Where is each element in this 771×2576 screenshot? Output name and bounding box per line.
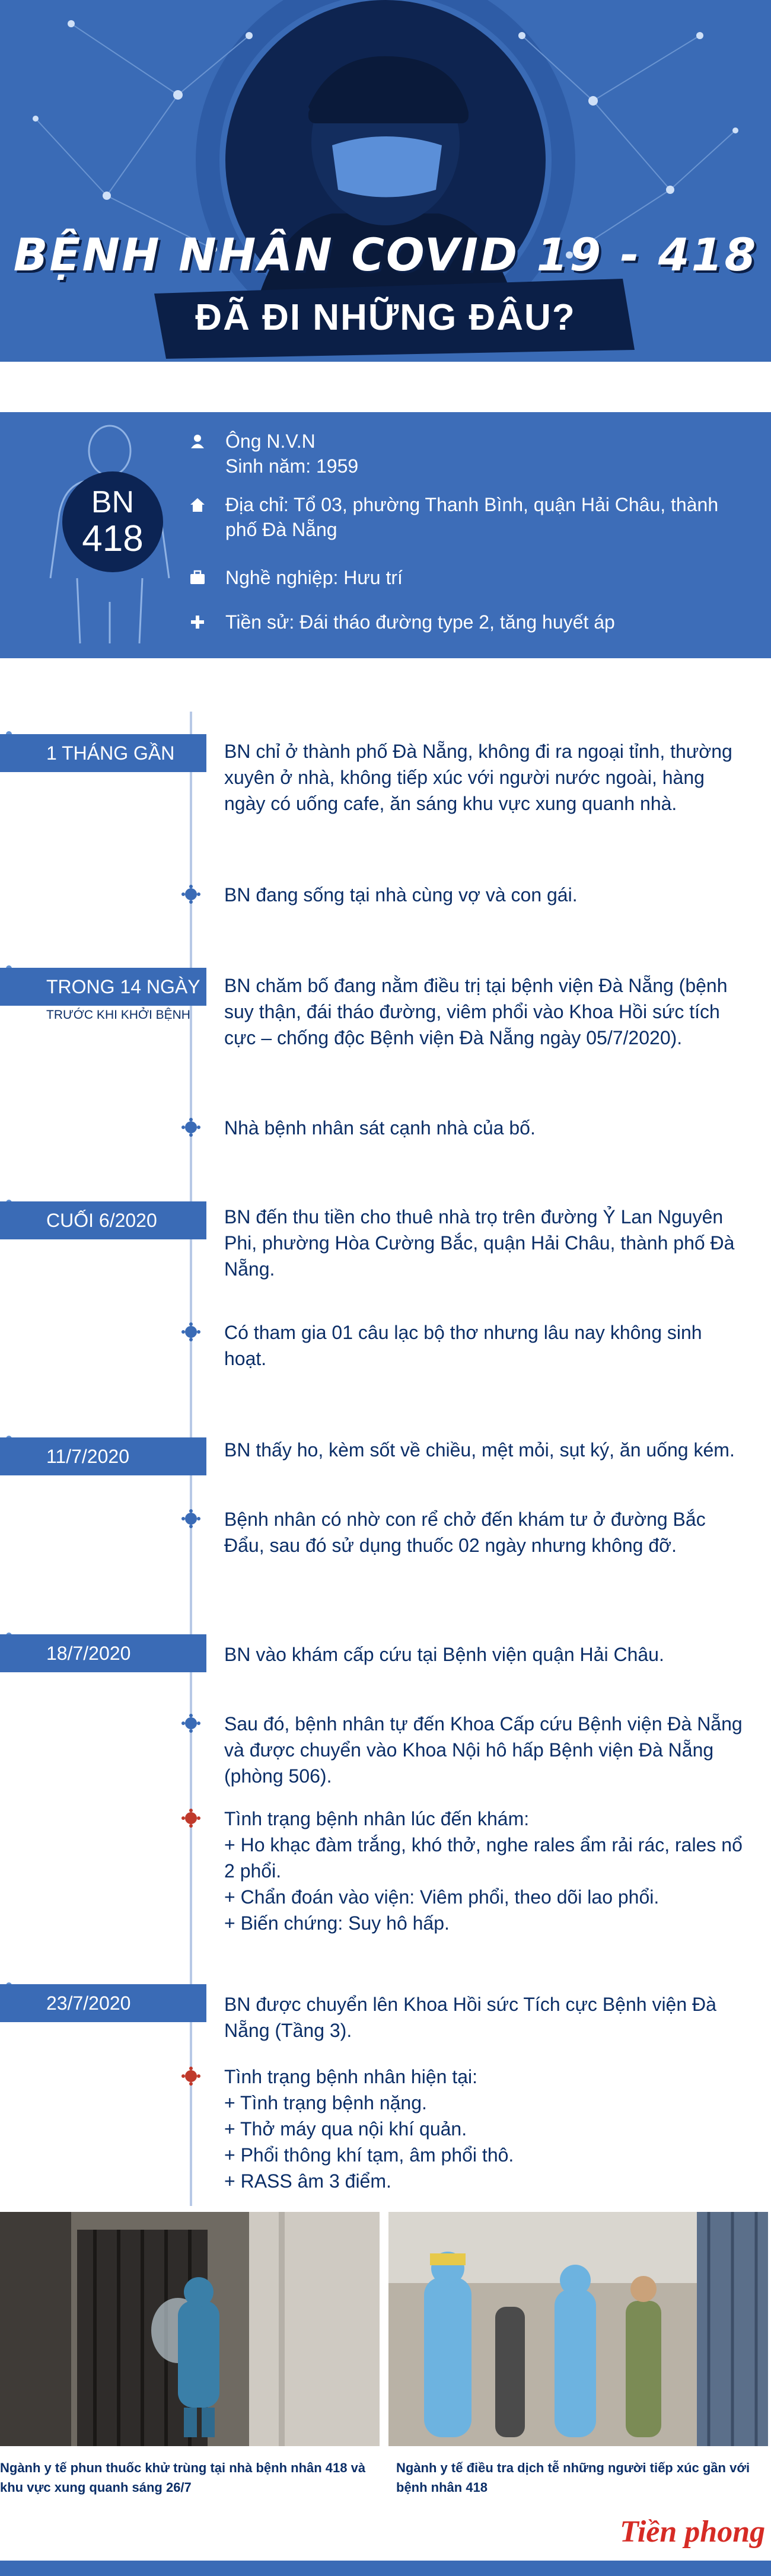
date-label-2: TRONG 14 NGÀY bbox=[46, 976, 200, 997]
timeline-4-entry-2: Bệnh nhân có nhờ con rể chở đến khám tư ở đường Bắc Đẩu, sau đó sử dụng thuốc 02 ngày nhưng không đỡ. bbox=[224, 1509, 706, 1556]
date-label-5: 18/7/2020 bbox=[46, 1643, 131, 1664]
timeline-5-entry-2: Sau đó, bệnh nhân tự đến Khoa Cấp cứu Bệnh viện Đà Nẵng và được chuyển vào Khoa Nội hô hấp Bệnh viện Đà Nẵng (phòng 506). bbox=[224, 1713, 743, 1787]
home-icon bbox=[190, 497, 205, 512]
date-band-2 bbox=[0, 968, 206, 1006]
info-job-text: Nghề nghiệp: Hưu trí bbox=[225, 567, 403, 588]
photo-caption-2: Ngành y tế điều tra dịch tễ những người tiếp xúc gần với bệnh nhân 418 bbox=[396, 2460, 750, 2495]
bullet-virus-icon bbox=[181, 1322, 200, 1341]
patient-badge bbox=[62, 471, 163, 572]
timeline-6-entry-2: Tình trạng bệnh nhân hiện tại: + Tình trạng bệnh nặng. + Thở máy qua nội khí quản. + Phổi thông khí tạm, âm phổi thô. + RASS âm 3 điểm. bbox=[224, 2066, 514, 2192]
date-label-4: 11/7/2020 bbox=[46, 1446, 129, 1467]
bullet-virus-icon-red bbox=[181, 1809, 200, 1828]
photo-disinfection-illustration bbox=[0, 2212, 380, 2446]
info-identity-text: Ông N.V.N Sinh năm: 1959 bbox=[225, 431, 359, 477]
photo-caption-1: Ngành y tế phun thuốc khử trùng tại nhà bệnh nhân 418 và khu vực xung quanh sáng 26/7 bbox=[0, 2460, 366, 2495]
date-band-1 bbox=[0, 734, 206, 802]
photo-disinfection bbox=[0, 2212, 380, 2446]
date-band-6 bbox=[0, 1984, 206, 2022]
photo-investigation bbox=[388, 2212, 768, 2446]
bullet-virus-icon-red bbox=[181, 2067, 200, 2086]
tienphong-logo[interactable]: Tiền phong bbox=[620, 2515, 766, 2549]
date-sublabel-2: TRƯỚC KHI KHỞI BỆNH bbox=[46, 1008, 190, 1022]
photo-investigation-illustration bbox=[388, 2212, 768, 2446]
title-line-2: ĐÃ ĐI NHỮNG ĐÂU? bbox=[195, 297, 576, 338]
bullet-virus-icon bbox=[181, 1509, 200, 1528]
briefcase-icon bbox=[190, 570, 205, 585]
timeline-1-entry-2: BN đang sống tại nhà cùng vợ và con gái. bbox=[224, 884, 578, 906]
header-banner bbox=[0, 0, 771, 362]
info-history-text: Tiền sử: Đái tháo đường type 2, tăng huyết áp bbox=[225, 611, 615, 633]
footer-bar bbox=[0, 2561, 771, 2576]
date-label-6: 23/7/2020 bbox=[46, 1992, 131, 2014]
timeline-3-entry-2: Có tham gia 01 câu lạc bộ thơ nhưng lâu nay không sinh hoạt. bbox=[224, 1322, 702, 1369]
timeline-6-entry-1: BN được chuyển lên Khoa Hồi sức Tích cực Bệnh viện Đà Nẵng (Tầng 3). bbox=[224, 1994, 716, 2041]
date-label-1: 1 THÁNG GẦN ĐÂY bbox=[46, 742, 175, 802]
date-band-3 bbox=[0, 1201, 206, 1239]
date-band-5 bbox=[0, 1634, 206, 1672]
person-icon bbox=[190, 433, 205, 449]
bullet-virus-icon bbox=[181, 885, 200, 904]
timeline-2-entry-2: Nhà bệnh nhân sát cạnh nhà của bố. bbox=[224, 1117, 536, 1139]
timeline-2-entry-1: BN chăm bố đang nằm điều trị tại bệnh viện Đà Nẵng (bệnh suy thận, đái tháo đường, viêm phổi vào Khoa Hồi sức tích cực – chống độc Bệnh viện Đà Nẵng ngày 05/7/2020). bbox=[224, 975, 728, 1048]
bullet-virus-icon bbox=[181, 1714, 200, 1733]
date-label-3: CUỐI 6/2020 bbox=[46, 1210, 157, 1231]
patient-info-panel bbox=[0, 412, 771, 658]
timeline-5-entry-1: BN vào khám cấp cứu tại Bệnh viện quận Hải Châu. bbox=[224, 1644, 664, 1665]
bullet-virus-icon bbox=[181, 1118, 200, 1137]
timeline-5-entry-3: Tình trạng bệnh nhân lúc đến khám: + Ho khạc đàm trắng, khó thở, nghe rales ẩm rải rác, rales nổ 2 phổi. + Chẩn đoán vào viện: Viêm phổi, theo dõi lao phổi. + Biến chứng: Suy hô hấp. bbox=[224, 1808, 743, 1934]
timeline-1-entry-1: BN chỉ ở thành phố Đà Nẵng, không đi ra ngoại tỉnh, thường xuyên ở nhà, không tiếp xúc với người nước ngoài, hàng ngày có uống cafe, ăn sáng khu vực xung quanh nhà. bbox=[224, 741, 732, 814]
plus-icon bbox=[190, 614, 205, 630]
timeline-3-entry-1: BN đến thu tiền cho thuê nhà trọ trên đường Ỷ Lan Nguyên Phi, phường Hòa Cường Bắc, quận Hải Châu, thành phố Đà Nẵng. bbox=[224, 1206, 735, 1280]
badge-label: BN bbox=[91, 485, 135, 519]
info-address-text: Địa chỉ: Tổ 03, phường Thanh Bình, quận Hải Châu, thành phố Đà Nẵng bbox=[225, 494, 719, 540]
date-band-4 bbox=[0, 1437, 206, 1475]
title-line-1: BỆNH NHÂN COVID 19 - 418 bbox=[13, 228, 758, 281]
timeline-4-entry-1: BN thấy ho, kèm sốt về chiều, mệt mỏi, sụt ký, ăn uống kém. bbox=[224, 1439, 735, 1461]
badge-number: 418 bbox=[82, 518, 144, 559]
